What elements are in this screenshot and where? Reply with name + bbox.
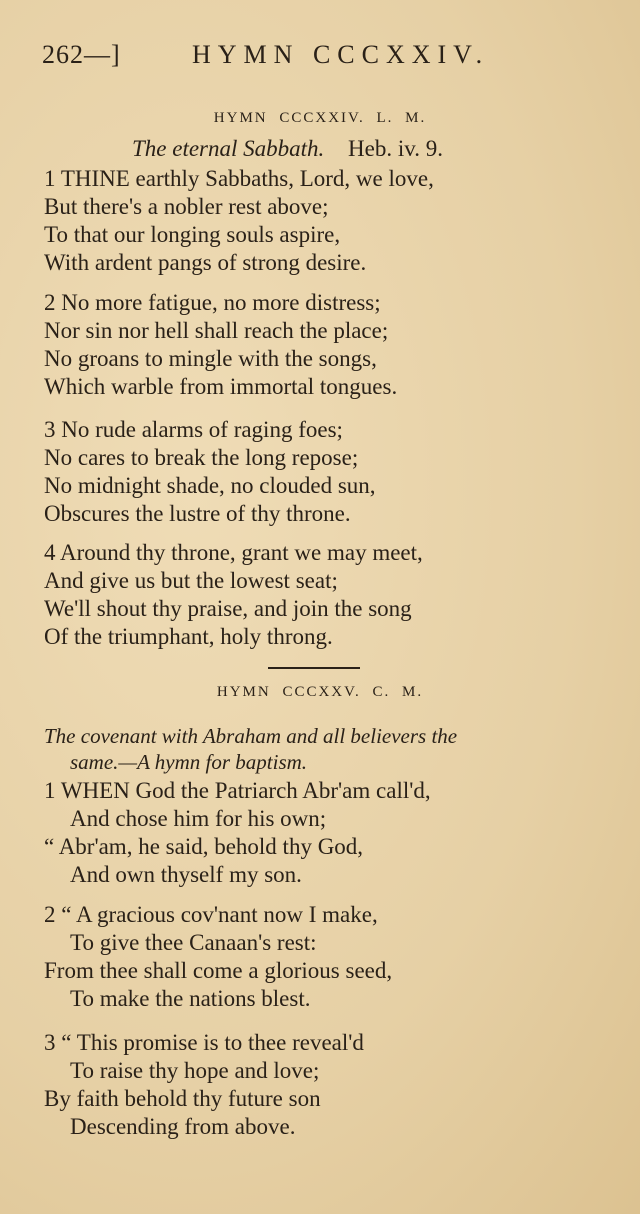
verse-line: To raise thy hope and love; [70, 1058, 320, 1083]
verse-line: Nor sin nor hell shall reach the place; [44, 318, 389, 343]
hymn-subtitle [132, 136, 443, 162]
verse-line: To make the nations blest. [70, 986, 311, 1011]
verse-line: But there's a nobler rest above; [44, 194, 329, 219]
verse-line: And give us but the lowest seat; [44, 568, 338, 593]
verse-line: 3 “ This promise is to thee reveal'd [44, 1030, 364, 1055]
running-title: HYMN CCCXXIV. [192, 40, 490, 69]
verse-line: To that our longing souls aspire, [44, 222, 341, 247]
verse-line: Descending from above. [70, 1114, 296, 1139]
verse-line: “ Abr'am, he said, behold thy God, [44, 834, 364, 859]
hymn-title: The eternal Sabbath. [132, 136, 325, 161]
page-number: 262—] [42, 40, 121, 69]
verse-line: No groans to mingle with the songs, [44, 346, 377, 371]
verse-line: 1 WHEN God the Patriarch Abr'am call'd, [44, 778, 431, 803]
scripture-reference: Heb. iv. 9. [348, 136, 444, 161]
verse-line: From thee shall come a glorious seed, [44, 958, 393, 983]
hymn-heading: HYMN CCCXXIV. L. M. [213, 110, 427, 126]
verse-line: With ardent pangs of strong desire. [44, 250, 367, 275]
verse-line: No midnight shade, no clouded sun, [44, 473, 376, 498]
verse-line: Obscures the lustre of thy throne. [44, 501, 351, 526]
verse-line: Of the triumphant, holy throng. [44, 624, 333, 649]
verse-line: 3 No rude alarms of raging foes; [44, 417, 343, 442]
verse-line: Which warble from immortal tongues. [44, 374, 398, 399]
verse-line: We'll shout thy praise, and join the song [44, 596, 412, 621]
verse-line: 1 THINE earthly Sabbaths, Lord, we love, [44, 166, 434, 191]
verse-line: 2 “ A gracious cov'nant now I make, [44, 902, 378, 927]
hymn-heading: HYMN CCCXXV. C. M. [216, 684, 424, 700]
verse-line: No cares to break the long repose; [44, 445, 359, 470]
verse-line: And chose him for his own; [70, 806, 327, 831]
verse-line: 4 Around thy throne, grant we may meet, [44, 540, 423, 565]
verse-line: By faith behold thy future son [44, 1086, 321, 1111]
verse-line: And own thyself my son. [70, 862, 302, 887]
running-header [42, 40, 602, 80]
verse-line: 2 No more fatigue, no more distress; [44, 290, 381, 315]
section-divider [268, 667, 360, 669]
verse-line: To give thee Canaan's rest: [70, 930, 317, 955]
hymn-subtitle: same.—A hymn for baptism. [70, 750, 308, 774]
hymn-subtitle: The covenant with Abraham and all believers the [44, 724, 458, 748]
